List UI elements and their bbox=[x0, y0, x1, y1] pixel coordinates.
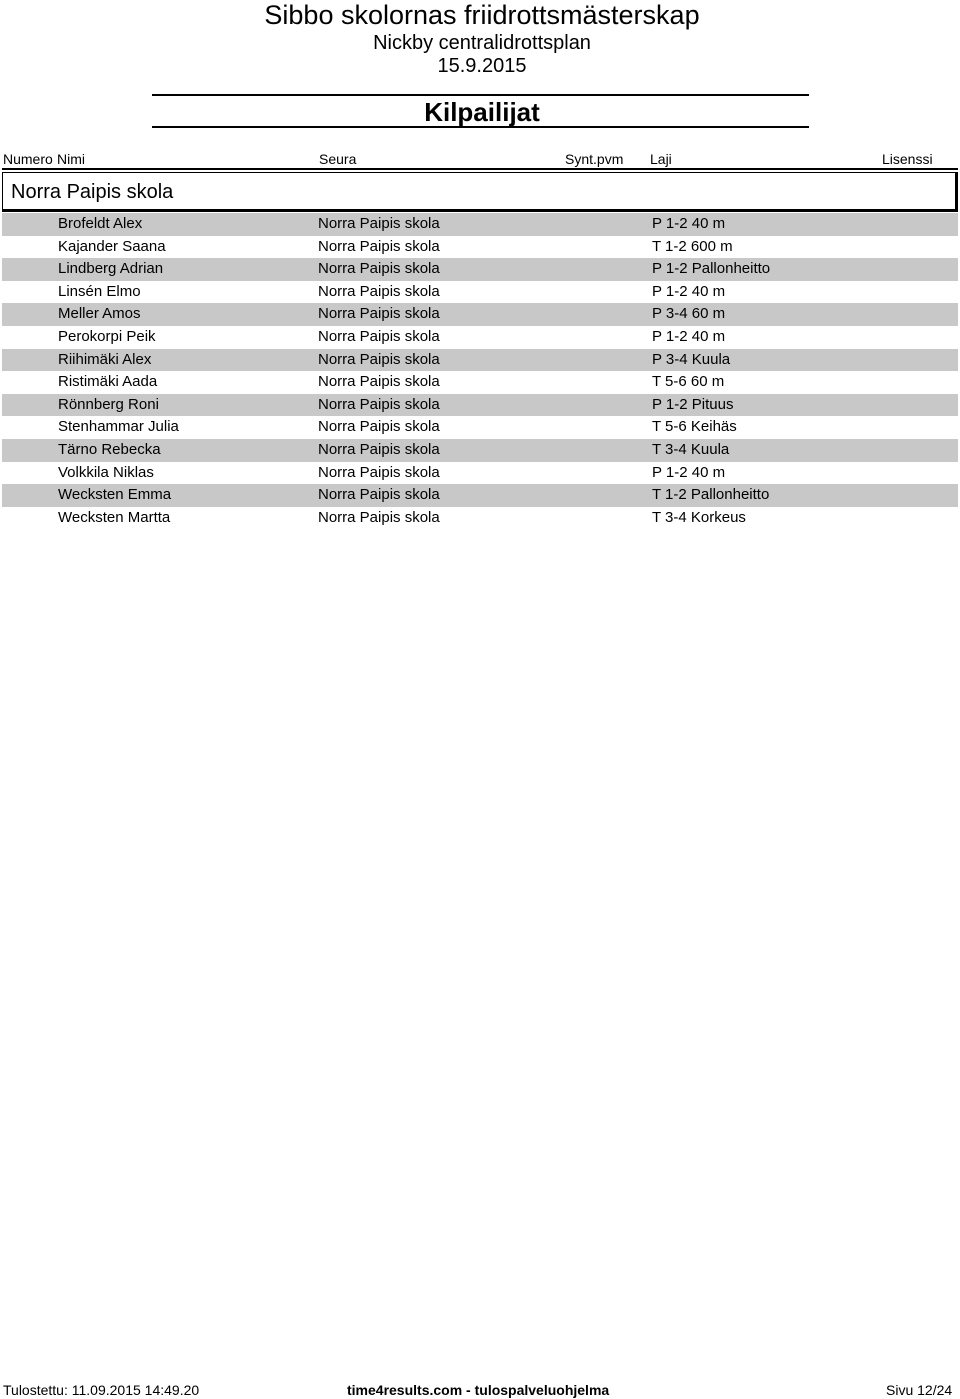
software-credit: time4results.com - tulospalveluohjelma bbox=[347, 1382, 610, 1398]
competitor-club: Norra Paipis skola bbox=[318, 440, 440, 458]
competitor-club: Norra Paipis skola bbox=[318, 260, 440, 278]
column-header-lisenssi: Lisenssi bbox=[882, 151, 933, 167]
competitor-row bbox=[2, 258, 958, 281]
competitor-row bbox=[2, 213, 958, 236]
competitor-row bbox=[2, 326, 958, 349]
column-header-laji: Laji bbox=[650, 151, 672, 167]
competitor-club: Norra Paipis skola bbox=[318, 508, 440, 526]
event-date: 15.9.2015 bbox=[437, 55, 527, 77]
competitor-event: T 1-2 Pallonheitto bbox=[652, 486, 770, 504]
competitor-row bbox=[2, 394, 958, 417]
competitor-club: Norra Paipis skola bbox=[318, 305, 440, 323]
column-header-divider bbox=[2, 168, 958, 170]
column-header-nimi: Nimi bbox=[57, 151, 85, 167]
venue: Nickby centralidrottsplan bbox=[373, 32, 591, 54]
competitor-row bbox=[2, 416, 958, 439]
competitor-club: Norra Paipis skola bbox=[318, 327, 440, 345]
competitor-name: Tärno Rebecka bbox=[58, 440, 161, 458]
competitor-name: Kajander Saana bbox=[58, 237, 166, 255]
competitor-name: Lindberg Adrian bbox=[58, 260, 164, 278]
competitor-name: Linsén Elmo bbox=[58, 282, 141, 300]
competitor-row bbox=[2, 371, 958, 394]
competitor-event: T 5-6 60 m bbox=[652, 373, 725, 391]
competitor-event: T 5-6 Keihäs bbox=[652, 418, 737, 436]
competitor-row bbox=[2, 281, 958, 304]
competitor-event: P 1-2 Pituus bbox=[652, 395, 734, 413]
competitor-name: Wecksten Martta bbox=[58, 508, 171, 526]
competitor-event: T 3-4 Korkeus bbox=[652, 508, 746, 526]
competitor-event: P 3-4 Kuula bbox=[652, 350, 731, 368]
competitor-row bbox=[2, 349, 958, 372]
competitor-name: Meller Amos bbox=[58, 305, 141, 323]
section-divider-top bbox=[152, 94, 809, 96]
competitor-club: Norra Paipis skola bbox=[318, 282, 440, 300]
print-timestamp: Tulostettu: 11.09.2015 14:49.20 bbox=[3, 1382, 200, 1398]
competitor-name: Volkkila Niklas bbox=[58, 463, 154, 481]
document-title: Sibbo skolornas friidrottsmästerskap bbox=[264, 0, 700, 30]
competitor-club: Norra Paipis skola bbox=[318, 486, 440, 504]
section-divider-bottom bbox=[152, 126, 809, 128]
club-name: Norra Paipis skola bbox=[11, 181, 174, 203]
competitor-event: P 1-2 Pallonheitto bbox=[652, 260, 771, 278]
club-group-header bbox=[2, 172, 958, 212]
column-header-seura: Seura bbox=[319, 151, 357, 167]
competitor-row bbox=[2, 462, 958, 485]
competitor-club: Norra Paipis skola bbox=[318, 215, 440, 232]
column-header-numero: Numero bbox=[3, 151, 53, 167]
competitor-name: Perokorpi Peik bbox=[58, 327, 156, 345]
competitor-list bbox=[2, 213, 958, 529]
competitor-name: Rönnberg Roni bbox=[58, 395, 159, 413]
competitor-event: P 1-2 40 m bbox=[652, 282, 726, 300]
competitor-event: P 1-2 40 m bbox=[652, 327, 726, 345]
competitor-event: P 1-2 40 m bbox=[652, 463, 726, 481]
competitor-event: P 1-2 40 m bbox=[652, 215, 726, 232]
competitor-name: Ristimäki Aada bbox=[58, 373, 158, 391]
competitor-name: Stenhammar Julia bbox=[58, 418, 179, 436]
competitor-event: T 1-2 600 m bbox=[652, 237, 733, 255]
section-title: Kilpailijat bbox=[424, 97, 540, 127]
page-number: Sivu 12/24 bbox=[886, 1382, 953, 1398]
competitor-club: Norra Paipis skola bbox=[318, 395, 440, 413]
competitor-row bbox=[2, 236, 958, 259]
competitor-event: T 3-4 Kuula bbox=[652, 440, 730, 458]
competitor-club: Norra Paipis skola bbox=[318, 463, 440, 481]
competitor-name: Wecksten Emma bbox=[58, 486, 172, 504]
competitor-club: Norra Paipis skola bbox=[318, 350, 440, 368]
competitor-row bbox=[2, 439, 958, 462]
competitor-name: Brofeldt Alex bbox=[58, 215, 143, 232]
competitor-row bbox=[2, 507, 958, 530]
column-header-syntpvm: Synt.pvm bbox=[565, 151, 624, 167]
competitor-row bbox=[2, 303, 958, 326]
competitor-club: Norra Paipis skola bbox=[318, 373, 440, 391]
competitor-row bbox=[2, 484, 958, 507]
competitor-event: P 3-4 60 m bbox=[652, 305, 726, 323]
competitor-name: Riihimäki Alex bbox=[58, 350, 152, 368]
competitor-club: Norra Paipis skola bbox=[318, 418, 440, 436]
competitor-club: Norra Paipis skola bbox=[318, 237, 440, 255]
